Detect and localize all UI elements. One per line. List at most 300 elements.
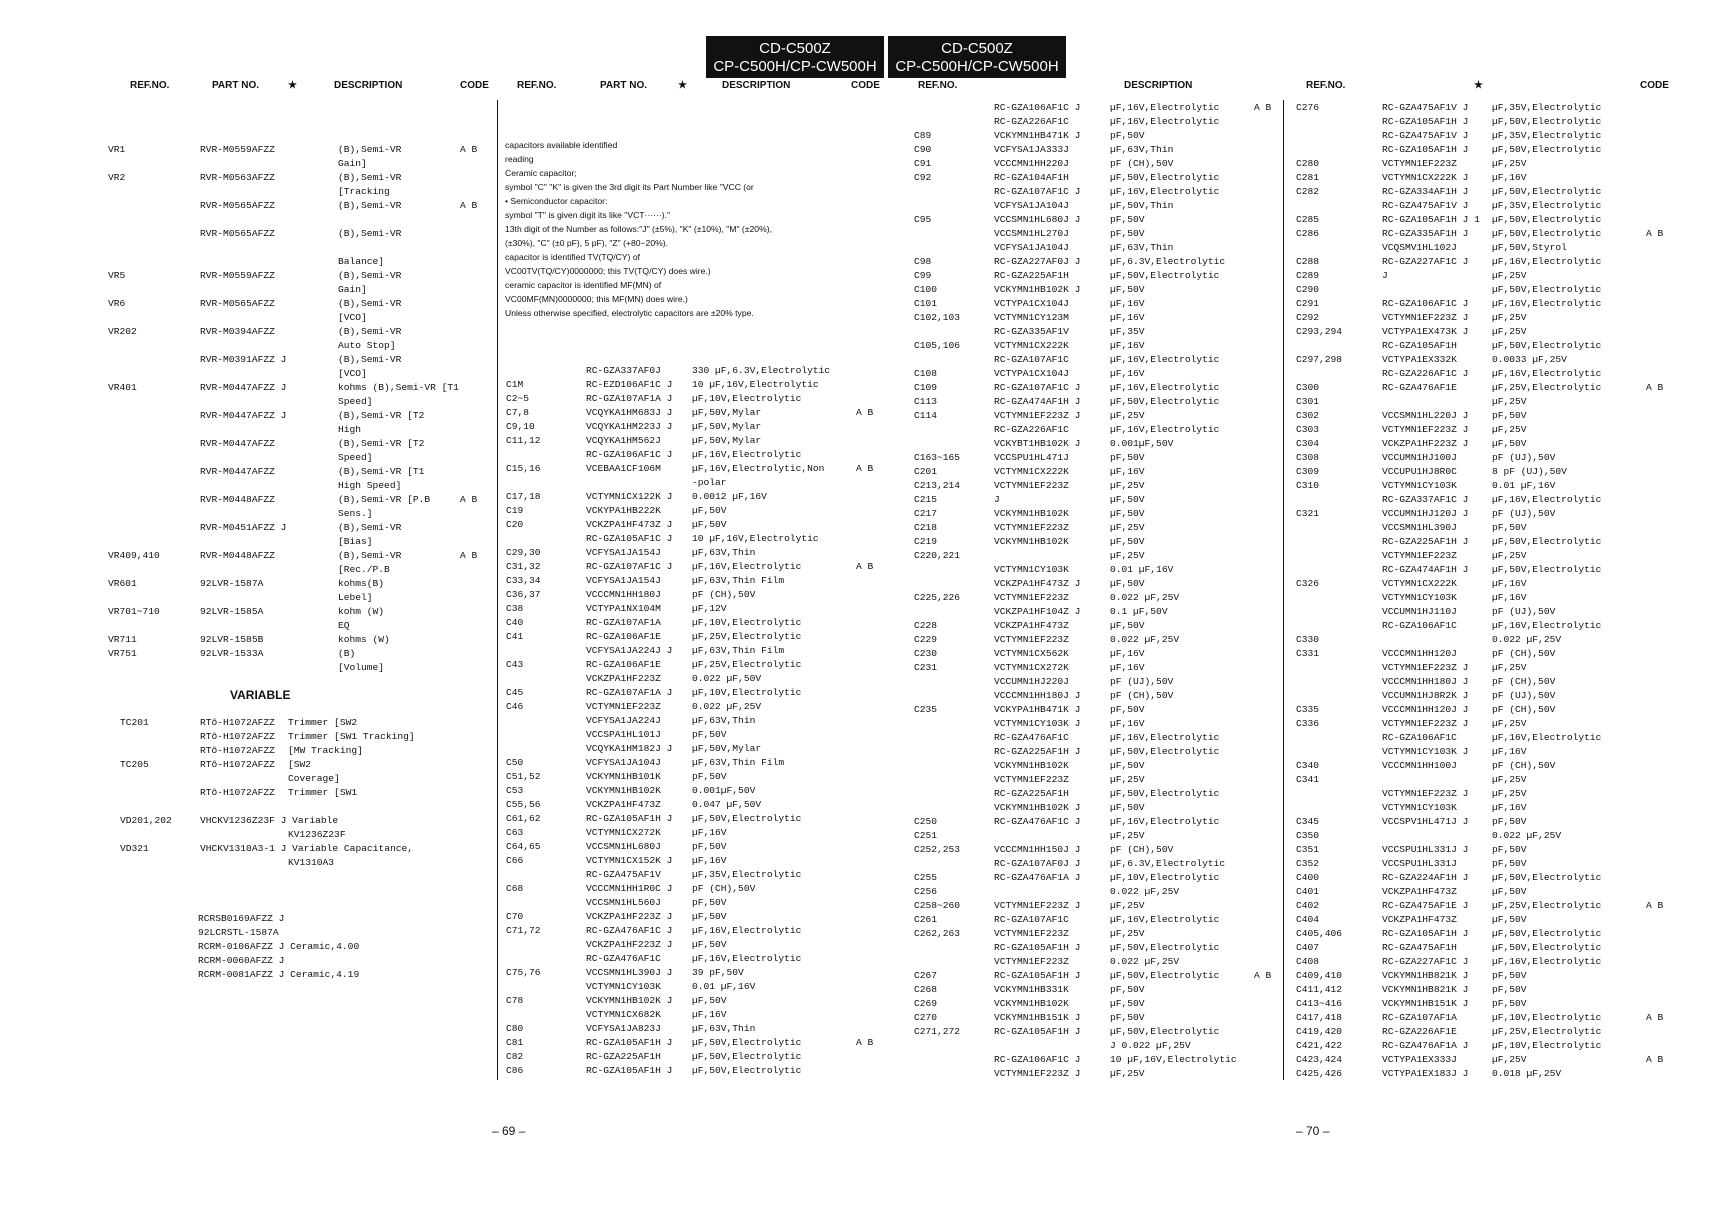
description: (B),Semi-VR [338,326,402,337]
description: µF,50V,Mylar [692,407,762,418]
part-no: VCTYMN1EF223Z [994,592,1069,603]
ref-no: C411,412 [1296,984,1343,995]
table-row [914,689,1280,703]
description: (B),Semi-VR [338,200,402,211]
table-row [914,115,1280,129]
ref-no: C78 [506,995,524,1006]
ref-no: C11,12 [506,435,541,446]
part-no: VCKYMN1HB151K J [1382,998,1469,1009]
description: µF,16V [1492,802,1527,813]
ref-no: C302 [1296,410,1320,421]
part-no: RC-GZA107AF0J J [994,858,1081,869]
part-no: RC-GZA476AF1C [586,953,661,964]
table-row [914,843,1280,857]
code: A B [460,144,478,155]
description: 0.01 µF,16V [692,981,756,992]
part-no: 92LVR-1587A [200,578,264,589]
table-row [506,602,886,616]
ref-no: C89 [914,130,932,141]
part-no: RC-GZA476AF1C J [586,925,673,936]
part-no: RC-GZA107AF1C J [586,561,673,572]
description: pF (CH),50V [1492,676,1556,687]
header-ref: REF.NO. [517,80,557,91]
ref-no: C310 [1296,480,1320,491]
ref-no: C218 [914,522,938,533]
description: µF,50V [1110,620,1145,631]
description: µF,50V [692,911,727,922]
table-row [1296,773,1680,787]
ref-no: VR409,410 [108,550,160,561]
part-no: VCKZPA1HF223Z [586,673,661,684]
description: µF,12V [692,603,727,614]
part-no: VCCUMN1HJ220J [994,676,1069,687]
description: µF,16V [1110,298,1145,309]
description: 39 pF,50V [692,967,744,978]
part-no: RC-GZA335AF1V [994,326,1069,337]
part-no: VCTYMN1CX562K [994,648,1069,659]
ref-no: C282 [1296,186,1320,197]
header-desc: DESCRIPTION [1124,80,1193,91]
description: µF,63V,Thin [692,1023,756,1034]
part-no: VCQYKA1HM223J J [586,421,673,432]
part-no: RC-GZA476AF1C J [994,816,1081,827]
part-no: VCCCMN1HH120J [1382,648,1457,659]
description: µF,16V [1110,340,1145,351]
ref-no: C66 [506,855,524,866]
description: 0.022 µF,25V [1110,956,1180,967]
table-row [506,966,886,980]
part-no: RVR-M0448AFZZ [200,550,275,561]
table-row [914,353,1280,367]
part-no: VCTYMN1EF223Z [994,774,1069,785]
description: µF,50V,Electrolytic [1110,788,1220,799]
code: A B [1254,970,1272,981]
ref-no: C98 [914,256,932,267]
table-row [506,490,886,504]
description: pF,50V [1110,228,1145,239]
ref-no: C271,272 [914,1026,961,1037]
part-no: VCCCMN1HH180J J [1382,676,1469,687]
table-row [1296,913,1680,927]
description: 0.022 µF,25V [1492,830,1562,841]
ref-no: C217 [914,508,938,519]
table-row [1296,997,1680,1011]
part-no: RC-GZA105AF1H J [994,942,1081,953]
part-no: RC-GZA104AF1H [994,172,1069,183]
table-row [506,1050,886,1064]
description: µF,63V,Thin [1110,242,1174,253]
part-no: RC-GZA106AF1C [1382,732,1457,743]
part-no: RC-GZA474AF1H J [994,396,1081,407]
table-row [506,574,886,588]
description: 0.0012 µF,16V [692,491,767,502]
ref-no: C64,65 [506,841,541,852]
table-row [1296,409,1680,423]
part-no: RTô-H1072AFZZ [200,731,275,742]
description: µF,25V [1492,158,1527,169]
table-row [506,560,886,574]
description: 0.0033 µF,25V [1492,354,1567,365]
part-no: VCKZPA1HF223Z J [586,939,673,950]
ref-no: C90 [914,144,932,155]
table-row [1296,269,1680,283]
description: pF,50V [692,771,727,782]
description: [MW Tracking] [288,745,363,756]
ref-no: C256 [914,886,938,897]
part-no: VCTYMN1CX222K [994,340,1069,351]
list-item: 92LCRSTL-1587A [198,927,279,938]
table-row [506,924,886,938]
table-row [506,420,886,434]
ref-no: C269 [914,998,938,1009]
header-ref: REF.NO. [130,80,170,91]
part-no: RC-GZA225AF1H J [994,746,1081,757]
table-row [506,616,886,630]
ref-no: C80 [506,1023,524,1034]
table-row [1296,577,1680,591]
table-row [108,171,498,185]
ref-no: C291 [1296,298,1320,309]
ref-no: C70 [506,911,524,922]
part-no: VCTYMN1EF223Z [1382,550,1457,561]
description: µF,10V,Electrolytic [1492,1040,1602,1051]
description: µF,10V,Electrolytic [1110,872,1220,883]
part-no: RC-GZA105AF1H J [994,970,1081,981]
description: 8 pF (UJ),50V [1492,466,1567,477]
description: (B),Semi-VR [338,172,402,183]
ref-no: C86 [506,1065,524,1076]
part-no: VCQYKA1HM182J J [586,743,673,754]
table-row [108,493,498,507]
description: µF,50V [1110,998,1145,1009]
code: A B [1646,1012,1664,1023]
table-row [108,157,498,171]
ref-no: C91 [914,158,932,169]
part-no: VCCSMN1HL560J [586,897,661,908]
table-row [1296,1039,1680,1053]
ref-no: C114 [914,410,938,421]
part-no: VCKYMN1HB821K J [1382,970,1469,981]
description: µF,50V,Electrolytic [1492,942,1602,953]
table-row [1296,941,1680,955]
table-row [1296,885,1680,899]
description: µF,25V [1492,424,1527,435]
table-row [506,434,886,448]
table-row [914,1053,1280,1067]
table-row [914,955,1280,969]
note-line: (±30%), "C" (±0 pF), 5 pF), "Z" (+80−20%). [505,238,669,248]
part-no: VCKYBT1HB102K J [994,438,1081,449]
table-row [108,549,498,563]
header-code: CODE [1640,80,1669,91]
part-no: RTô-H1072AFZZ [200,759,275,770]
part-no: RVR-M0447AFZZ J [200,382,287,393]
table-row [914,437,1280,451]
table-row [914,885,1280,899]
table-row [914,605,1280,619]
table-row [506,938,886,952]
description: µF,16V [692,855,727,866]
description: µF,16V,Electrolytic [1492,298,1602,309]
table-row [506,770,886,784]
ref-no: C1M [506,379,524,390]
table-row [914,339,1280,353]
description: pF (UJ),50V [1492,606,1556,617]
ref-no: C99 [914,270,932,281]
part-no: VCKZPA1HF473Z J [994,578,1081,589]
ref-no: C331 [1296,648,1320,659]
table-row [914,451,1280,465]
part-no: VCCSPU1HL331J J [1382,844,1469,855]
table-row [506,518,886,532]
ref-no: C270 [914,1012,938,1023]
ref-no: C421,422 [1296,1040,1343,1051]
note-line: capacitor is identified TV(TQ/CY) of [505,252,641,262]
description: µF,50V,Electrolytic [1492,536,1602,547]
table-row [506,462,886,476]
part-no: VCFYSA1JA224J [586,715,661,726]
table-row [506,700,886,714]
part-no: RC-GZA105AF1H J 1 [1382,214,1480,225]
ref-no: C340 [1296,760,1320,771]
description: 0.01 µF,16V [1492,480,1556,491]
table-row [108,255,498,269]
table-row [914,479,1280,493]
ref-no: C292 [1296,312,1320,323]
right-parts-list-a [914,101,1280,1081]
description: µF,25V [1492,312,1527,323]
part-no: RTô-H1072AFZZ [200,717,275,728]
ref-no: C45 [506,687,524,698]
description: µF,16V,Electrolytic [1492,368,1602,379]
ref-no: VR711 [108,634,137,645]
description: µF,50V,Mylar [692,743,762,754]
table-row [506,812,886,826]
table-row [506,784,886,798]
description: µF,50V [1110,494,1145,505]
description: pF,50V [1110,1012,1145,1023]
part-no: VCKZPA1HF473Z [1382,914,1457,925]
description: µF,16V,Electrolytic [692,449,802,460]
part-no: VCQYKA1HM562J [586,435,661,446]
table-row [506,1022,886,1036]
model-banner-left [706,36,884,78]
description: pF (CH),50V [1110,690,1174,701]
ref-no: VR1 [108,144,126,155]
ref-no: C20 [506,519,524,530]
table-row [108,535,498,549]
table-row [108,605,498,619]
part-no: RVR-M0447AFZZ [200,466,275,477]
table-row [1296,479,1680,493]
table-row [914,801,1280,815]
note-line: VC00MF(MN)0000000; this MF(MN) does wire.) [505,294,688,304]
table-row [506,378,886,392]
ref-no: C61,62 [506,813,541,824]
description: 0.022 µF,25V [692,701,762,712]
ref-no: C215 [914,494,938,505]
ref-no: C286 [1296,228,1320,239]
ref-no: C300 [1296,382,1320,393]
part-no: VCCSMN1HL680J [586,841,661,852]
description: µF,35V,Electrolytic [1492,130,1602,141]
part-no: VCTYMN1CY103K [1382,802,1457,813]
ref-no: C267 [914,970,938,981]
table-row [914,731,1280,745]
part-no: RC-GZA226AF1E [1382,1026,1457,1037]
description: µF,16V [1492,592,1527,603]
table-row [1296,493,1680,507]
ref-no: C225,226 [914,592,961,603]
ref-no: C400 [1296,872,1320,883]
capacitor-notes [505,138,890,320]
ref-no: C163~165 [914,452,961,463]
part-no: VCKYMN1HB331K [994,984,1069,995]
left-parts-list-3 [198,912,498,982]
part-no: RC-GZA106AF1C J [586,449,673,460]
part-no: VCTYPA1EX333J [1382,1054,1457,1065]
table-row [506,882,886,896]
description: (B),Semi-VR [338,228,402,239]
table-row [506,406,886,420]
table-row [1296,969,1680,983]
description: µF,50V,Electrolytic [1492,144,1602,155]
part-no: RC-GZA105AF1H J [1382,144,1469,155]
table-row [914,871,1280,885]
table-row [914,185,1280,199]
left-parts-list [108,143,498,675]
part-no: RC-GZA107AF1C [994,354,1069,365]
part-no: RVR-M0565AFZZ [200,228,275,239]
description: µF,16V [692,827,727,838]
description: 0.01 µF,16V [1110,564,1174,575]
ref-no: C301 [1296,396,1320,407]
description: µF,50V [1110,508,1145,519]
ref-no: C289 [1296,270,1320,281]
ref-no: C92 [914,172,932,183]
ref-no: C7,8 [506,407,530,418]
part-no: RC-GZA475AF1E J [1382,900,1469,911]
table-row [1296,353,1680,367]
description: µF,10V,Electrolytic [692,617,802,628]
part-no: VCTYPA1NX104M [586,603,661,614]
code: A B [856,407,874,418]
ref-no: C228 [914,620,938,631]
part-no: RVR-M0391AFZZ J [200,354,287,365]
ref-no: C51,52 [506,771,541,782]
description: µF,16V,Electrolytic [1110,354,1220,365]
part-no: VCTYMN1EF223Z [994,928,1069,939]
code: A B [1646,900,1664,911]
table-row [108,465,498,479]
table-row [914,367,1280,381]
table-row [120,744,498,758]
table-row [1296,619,1680,633]
description: Sens.] [338,508,373,519]
ref-no: C251 [914,830,938,841]
description: Speed] [338,452,373,463]
model-banner-right [888,36,1066,78]
description: µF,16V [692,1009,727,1020]
table-row [914,157,1280,171]
note-line: symbol "T" is given digit its like "VCT······)." [505,210,670,220]
description: µF,63V,Thin Film [692,757,785,768]
description: [Tracking [338,186,390,197]
table-row [1296,199,1680,213]
ref-no: C350 [1296,830,1320,841]
description: µF,25V [1492,718,1527,729]
part-no: VCKZPA1HF104Z J [994,606,1081,617]
table-row [1296,423,1680,437]
description: pF,50V [692,841,727,852]
part-no: VCCCMN1HH1R0C J [586,883,673,894]
table-row [506,854,886,868]
description: µF,25V [1110,480,1145,491]
description: µF,50V,Electrolytic [692,1065,802,1076]
table-row [108,563,498,577]
ref-no: C280 [1296,158,1320,169]
table-row [1296,815,1680,829]
description: µF,50V,Electrolytic [1110,396,1220,407]
part-no: RC-GZA107AF1C J [994,382,1081,393]
table-row [108,213,498,227]
part-no: VCTYMN1EF223Z J [1382,788,1469,799]
part-no: RC-GZA106AF1C J [994,102,1081,113]
part-no: VCKYMN1HB102K [994,760,1069,771]
description: µF,50V [692,995,727,1006]
ref-no: C46 [506,701,524,712]
description: (B),Semi-VR [338,522,402,533]
table-row [914,311,1280,325]
description: µF,35V,Electrolytic [1492,200,1602,211]
ref-no: C15,16 [506,463,541,474]
description: µF,10V,Electrolytic [692,687,802,698]
part-no: RC-GZA227AF1C J [1382,956,1469,967]
description: µF,50V,Thin [1110,200,1174,211]
ref-no: C261 [914,914,938,925]
description: µF,16V,Electrolytic [1110,186,1220,197]
ref-no: C413~416 [1296,998,1343,1009]
table-row [506,546,886,560]
description: Trimmer [SW1 Tracking] [288,731,415,742]
description: µF,10V,Electrolytic [692,393,802,404]
table-row [108,297,498,311]
description: µF,25V [1110,550,1145,561]
ref-no: VD201,202 [120,815,172,826]
part-no: 92LVR-1585B [200,634,264,645]
ref-no: C108 [914,368,938,379]
part-no: RC-GZA226AF1C [994,424,1069,435]
table-row [914,493,1280,507]
ref-no: C304 [1296,438,1320,449]
ref-no: C402 [1296,900,1320,911]
banner-sub: CP-C500H/CP-CW500H [713,58,877,75]
description: (B),Semi-VR [T1 [338,466,425,477]
description: kohms (B),Semi-VR [T1 [338,382,459,393]
table-row [108,143,498,157]
part-no: RC-EZD106AF1C J [586,379,673,390]
part-no: RVR-M0565AFZZ [200,200,275,211]
table-row [1296,367,1680,381]
table-row [108,479,498,493]
part-no: VCCCMN1HH100J [1382,760,1457,771]
description: µF,16V,Electrolytic [1492,956,1602,967]
part-no: RC-GZA474AF1H J [1382,564,1469,575]
part-no: VCFYSA1JA104J [994,242,1069,253]
description: pF (CH),50V [1492,760,1556,771]
description: µF,16V,Electrolytic [1110,102,1220,113]
ref-no: C68 [506,883,524,894]
